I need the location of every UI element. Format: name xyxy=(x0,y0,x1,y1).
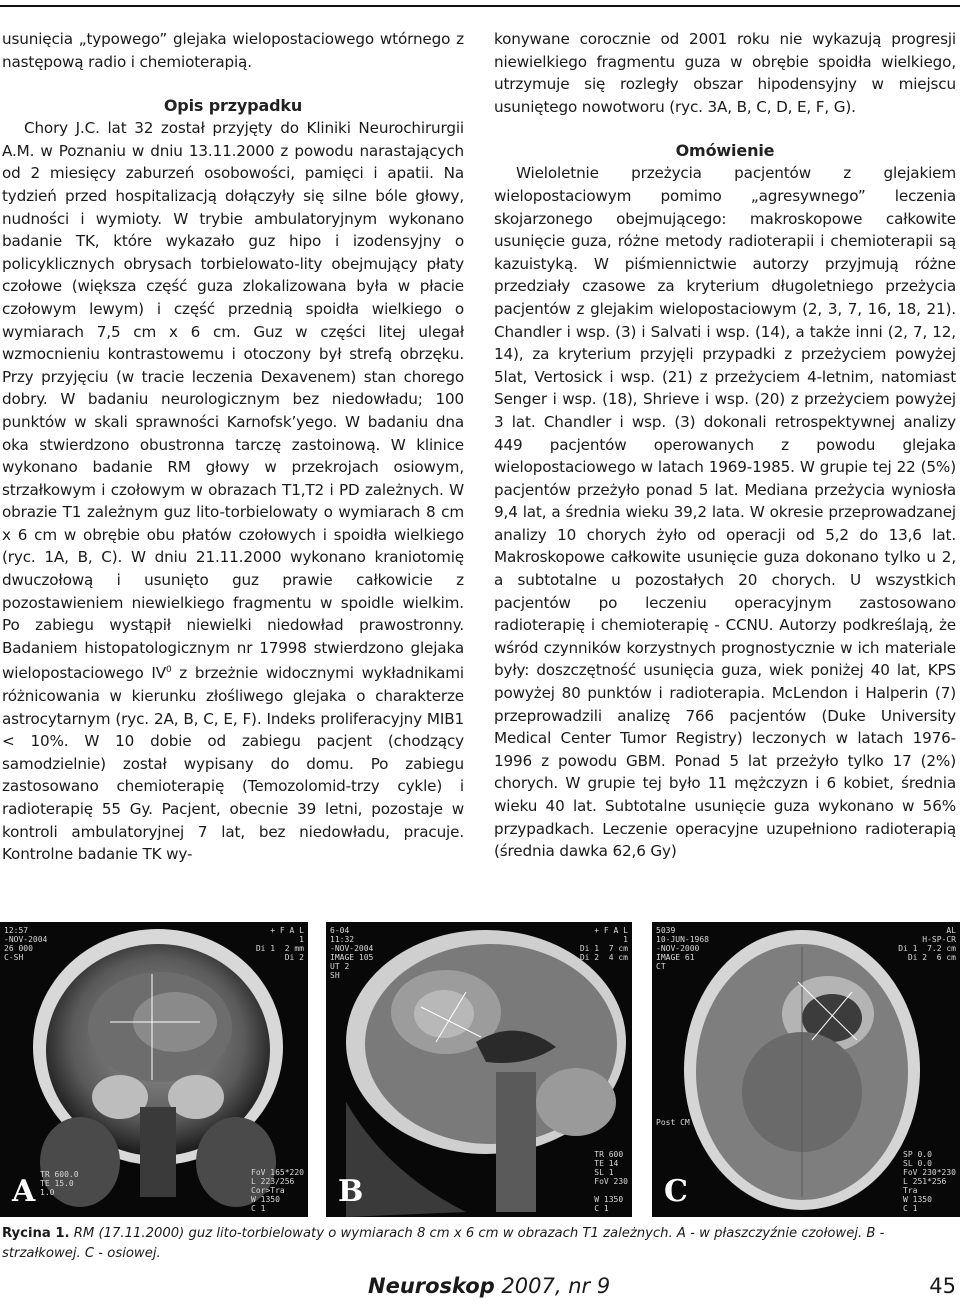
case-text-continued: z brzeżnie widocznymi wykładnikami różnicowania w kierunku złośliwego glejaka o charakterze astrocytarnym (ryc. 2A, B, C, E, F). Indeks proliferacyjny MIB1 < 10%. W 10 dobie od zabiegu pacjent (chodzący samodzielnie) został wypisany do domu. Po zabiegu zastosowano chemioterapię (Temozolomid-trzy cykle) i radioterapię 55 Gy. Pacjent, obecnie 39 letni, pozostaje w kontroli ambulatoryjnej 7 lat, bez niedowładu, pracuje. Kontrolne badanie TK wy- xyxy=(2,664,464,864)
mri-image-sagittal xyxy=(326,922,632,1217)
left-column xyxy=(2,28,464,866)
sagittal-hud-top-right: + F A L 1 Di 1 7 cm Di 2 4 cm xyxy=(579,926,628,962)
axial-hud-left: Post CM xyxy=(656,1118,690,1127)
axial-hud-top-right: AL H-SP-CR Di 1 7.2 cm Di 2 6 cm xyxy=(898,926,956,962)
coronal-hud-bottom-right: FoV 165*220 L 223/256 Cor>Tra W 1350 C 1 xyxy=(251,1168,304,1213)
axial-hud-top-left: 5039 10-JUN-1968 -NOV-2000 IMAGE 61 CT xyxy=(656,926,709,971)
mri-image-axial xyxy=(652,922,960,1217)
mri-figures xyxy=(0,922,960,1217)
journal-year-issue: 2007, nr 9 xyxy=(494,1274,611,1298)
sagittal-hud-top-left: 6-04 11:32 -NOV-2004 IMAGE 105 UT 2 SH xyxy=(330,926,374,980)
page-number: 45 xyxy=(929,1274,956,1298)
case-description-paragraph xyxy=(2,117,464,866)
figure-letter-a: A xyxy=(12,1174,36,1209)
figure-letter-b: B xyxy=(338,1174,364,1209)
top-rule xyxy=(0,5,960,7)
coronal-hud-bottom-left: TR 600.0 TE 15.0 1.0 xyxy=(40,1170,79,1197)
right-column xyxy=(494,28,956,863)
axial-hud-bottom-right: SP 0.0 SL 0.0 FoV 230*230 L 251*256 Tra W 1350 C 1 xyxy=(903,1150,956,1213)
journal-name: Neuroskop xyxy=(368,1274,495,1298)
coronal-hud-top-left: 12:57 -NOV-2004 26 000 C-SH xyxy=(4,926,48,962)
grade-superscript: 0 xyxy=(165,665,172,676)
figure-caption xyxy=(2,1224,958,1264)
case-text: Chory J.C. lat 32 został przyjęty do Kliniki Neurochirurgii A.M. w Poznaniu w dniu 13.11.2000 z powodu narastających od 2 miesięcy zaburzeń osobowości, pamięci i apatii. Na tydzień przed hospitalizacją dołączyły się silne bóle głowy, nudności i wymioty. W trybie ambulatoryjnym wykonano badanie TK, które wykazało guz hipo i izodensyjny o policyklicznych obrysach torbielowato-lity obejmujący płaty czołowe (większa część guza zlokalizowana była w płacie czołowym lewym) i część przednią spoidła wielkiego o wymiarach 7,5 cm x 6 cm. Guz w części litej ulegał wzmocnieniu kontrastowemu i otoczony był strefą obrzęku. Przy przyjęciu (w tracie leczenia Dexavenem) stan chorego dobry. W badaniu neurologicznym bez niedowładu; 100 punktów w skali sprawności Karnofsk’yego. W badaniu dna oka stwierdzono obustronna tarczę zastoinową. W klinice wykonano badanie RM głowy w przekrojach osiowym, strzałkowym i czołowym w obrazach T1,T2 i PD zależnych. W obrazie T1 zależnym guz lito-torbielowaty o wymiarach 8 cm x 6 cm w obrębie obu płatów czołowych i spoidła wielkiego (ryc. 1A, B, C). W dniu 21.11.2000 wykonano kraniotomię dwuczołową i usunięto guz prawie całkowicie z pozostawieniem niewielkiego fragmentu w spoidle wielkim. Po zabiegu wystąpił niewielki niedowład prawostronny. Badaniem histopatologicznym nr 17998 stwierdzono glejaka wielopostaciowego IV xyxy=(2,119,464,683)
coronal-hud-top-right: + F A L 1 Di 1 2 mm Di 2 xyxy=(255,926,304,962)
left-intro-paragraph: usunięcia „typowego” glejaka wielopostaciowego wtórnego z następową radio i chemioterapią. xyxy=(2,30,464,71)
figure-letter-c: C xyxy=(664,1174,688,1209)
caption-label: Rycina 1. xyxy=(2,1226,70,1241)
section-heading-case: Opis przypadku xyxy=(163,96,303,116)
right-intro-paragraph: konywane corocznie od 2001 roku nie wykazują progresji niewielkiego fragmentu guza w obrębie spoidła wielkiego, utrzymuje się rozległy obszar hipodensyjny w miejscu usuniętego nowotworu (ryc. 3A, B, C, D, E, F, G). xyxy=(494,30,956,116)
discussion-paragraph: Wieloletnie przeżycia pacjentów z glejakiem wielopostaciowym pomimo „agresywnego” leczenia skojarzonego obejmującego: makroskopowe całkowite usunięcie guza, różne metody radioterapii i chemioterapii są kazuistyką. W piśmiennictwie autorzy przyjmują różne przedziały czasowe za kryterium długoletniego przeżycia pacjentów z glejakim wielopostaciowym (2, 3, 7, 16, 18, 21). Chandler i wsp. (3) i Salvati i wsp. (14), a także inni (2, 7, 12, 14), za kryterium przyjęli przypadki z przeżyciem powyżej 5lat, Vertosick i wsp. (21) z przeżyciem 4-letnim, natomiast Senger i wsp. (18), Shrieve i wsp. (20) z przeżyciem powyżej 3 lat. Chandler i wsp. (3) dokonali retrospektywnej analizy 449 pacjentów operowanych z powodu glejaka wielopostaciowego w latach 1969-1985. W grupie tej 22 (5%) pacjentów przeżyło ponad 5 lat. Mediana przeżycia wyniosła 9,4 lat, a średnia wieku 39,2 lata. W okresie przeprowadzanej analizy 10 chorych żyło od operacji od 5,2 do 13,6 lat. Makroskopowe całkowite usunięcie guza dokonano tylko u 2, a subtotalne u pozostałych 20 chorych. U wszystkich pacjentów po leczeniu operacyjnym zastosowano radioterapię i chemioterapię - CCNU. Autorzy podkreślają, że wśród czynników korzystnych prognostycznie w ich materiale były: doszczętność usunięcia guza, wiek poniżej 40 lat, KPS powyżej 80 punktów i radioterapia. McLendon i Halperin (7) przeprowadzili analizę 766 pacjentów (Duke University Medical Center Tumor Registry) leczonych w latach 1976-1996 z powodu GBM. Ponad 5 lat przeżyło tylko 17 (2%) chorych. W grupie tej było 11 mężczyzn i 6 kobiet, średnia wieku 40 lat. Subtotalne usunięcie guza wykonano w 56% przypadkach. Leczenie operacyjne uzupełniono radioterapią (średnia dawka 62,6 Gy) xyxy=(494,164,956,861)
section-heading-discussion: Omówienie xyxy=(675,141,775,161)
sagittal-hud-bottom-right: TR 600 TE 14 SL 1 FoV 230 W 1350 C 1 xyxy=(594,1150,628,1213)
caption-text: RM (17.11.2000) guz lito-torbielowaty o wymiarach 8 cm x 6 cm w obrazach T1 zależnych. A - w płaszczyźnie czołowej. B - strzałkowej. C - osiowej. xyxy=(2,1226,885,1261)
journal-citation xyxy=(368,1274,610,1298)
mri-image-coronal xyxy=(0,922,308,1217)
page-footer xyxy=(0,1270,960,1300)
